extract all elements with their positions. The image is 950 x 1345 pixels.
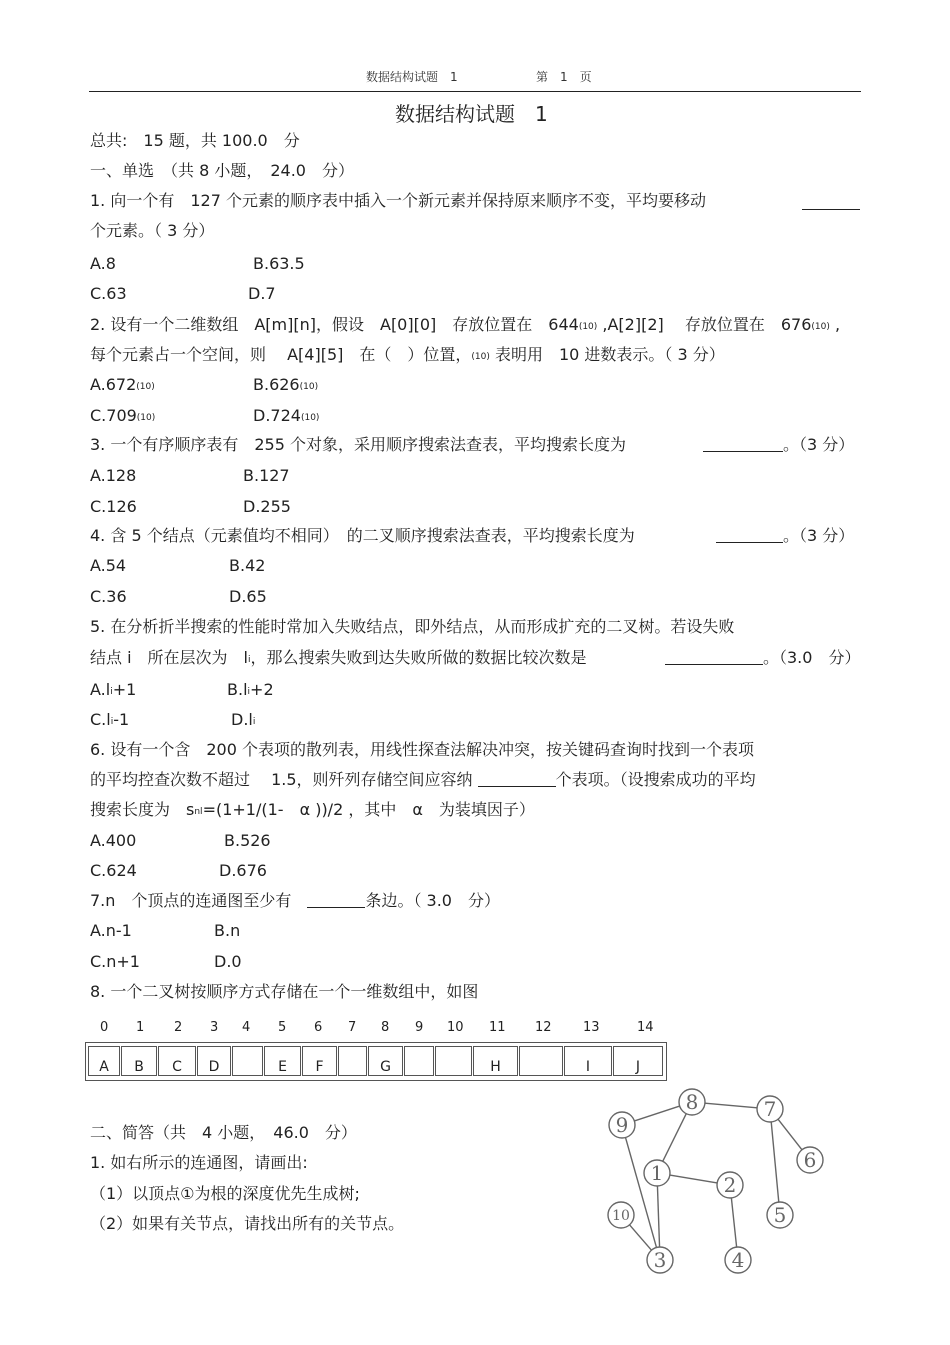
q2-option-b: B.626(10) bbox=[253, 375, 319, 394]
array-cell: H bbox=[473, 1046, 518, 1076]
array-index: 4 bbox=[242, 1020, 251, 1035]
q2-option-a: A.672(10) bbox=[90, 375, 155, 394]
running-header-title: 数据结构试题 1 bbox=[366, 70, 458, 84]
q7-option-c: C.n+1 bbox=[90, 952, 140, 971]
graph-edge bbox=[670, 1175, 717, 1183]
array-index: 1 bbox=[136, 1020, 145, 1035]
array-cell: J bbox=[613, 1046, 663, 1076]
s1-part-2: （2）如果有关节点，请找出所有的关节点。 bbox=[90, 1214, 405, 1233]
q6-blank bbox=[478, 772, 556, 787]
q7-option-b: B.n bbox=[214, 921, 241, 940]
q5-option-b: B.li+2 bbox=[227, 680, 274, 699]
q3-option-a: A.128 bbox=[90, 466, 137, 485]
graph-node-label: 9 bbox=[615, 1113, 629, 1137]
array-index: 10 bbox=[447, 1020, 464, 1035]
graph-edge bbox=[634, 1106, 679, 1121]
array-index: 14 bbox=[637, 1020, 654, 1035]
q3-stem: 3. 一个有序顺序表有 255 个对象，采用顺序搜索法查表，平均搜索长度为 bbox=[90, 435, 626, 454]
graph-edge bbox=[778, 1119, 802, 1150]
array-index: 8 bbox=[381, 1020, 390, 1035]
q1-stem: 1. 向一个有 127 个元素的顺序表中插入一个新元素并保持原来顺序不变，平均要移动 bbox=[90, 191, 706, 210]
array-index: 11 bbox=[489, 1020, 506, 1035]
array-cell: G bbox=[368, 1046, 403, 1076]
array-cell: A bbox=[88, 1046, 120, 1076]
q4-option-d: D.65 bbox=[229, 587, 267, 606]
q6-option-d: D.676 bbox=[219, 861, 267, 880]
header-rule bbox=[89, 91, 861, 92]
q5-blank bbox=[665, 650, 763, 665]
graph-node-label: 8 bbox=[685, 1090, 699, 1114]
q7-option-d: D.0 bbox=[214, 952, 242, 971]
graph-edge bbox=[731, 1198, 736, 1247]
array-index: 0 bbox=[100, 1020, 109, 1035]
array-cell: I bbox=[564, 1046, 612, 1076]
page-title: 数据结构试题 1 bbox=[395, 102, 548, 126]
array-index: 3 bbox=[210, 1020, 219, 1035]
graph-edge bbox=[663, 1114, 687, 1162]
array-index: 2 bbox=[174, 1020, 183, 1035]
array-cell bbox=[435, 1046, 472, 1076]
summary: 总共: 15 题，共 100.0 分 bbox=[90, 131, 300, 150]
q3-blank-tail: 。（3 分） bbox=[703, 435, 854, 455]
graph-node-label: 10 bbox=[612, 1208, 630, 1224]
q3-option-d: D.255 bbox=[243, 497, 291, 516]
array-index: 12 bbox=[535, 1020, 552, 1035]
q2-option-d: D.724(10) bbox=[253, 406, 320, 425]
q6-option-a: A.400 bbox=[90, 831, 137, 850]
q5-option-d: D.li bbox=[231, 710, 256, 729]
array-cell: B bbox=[121, 1046, 157, 1076]
graph-edge bbox=[771, 1122, 779, 1202]
q4-option-b: B.42 bbox=[229, 556, 266, 575]
q1-option-c: C.63 bbox=[90, 284, 127, 303]
array-index: 5 bbox=[278, 1020, 287, 1035]
q3-option-c: C.126 bbox=[90, 497, 137, 516]
q1-option-d: D.7 bbox=[248, 284, 276, 303]
s1-stem: 1. 如右所示的连通图，请画出: bbox=[90, 1153, 308, 1172]
q5-option-c: C.li-1 bbox=[90, 710, 130, 729]
q6-stem: 6. 设有一个含 200 个表项的散列表，用线性探查法解决冲突，按关键码查询时找到一个表项 bbox=[90, 740, 754, 759]
array-cell bbox=[404, 1046, 434, 1076]
graph-node-label: 3 bbox=[653, 1248, 667, 1272]
graph-node-label: 2 bbox=[723, 1173, 737, 1197]
array-cell bbox=[338, 1046, 367, 1076]
graph-edge bbox=[626, 1138, 657, 1248]
section-single-choice: 一、单选 （共 8 小题， 24.0 分） bbox=[90, 161, 354, 180]
array-index: 7 bbox=[348, 1020, 357, 1035]
array-cell: C bbox=[158, 1046, 196, 1076]
q7-blank bbox=[307, 893, 365, 908]
array-index: 13 bbox=[583, 1020, 600, 1035]
array-cell: F bbox=[302, 1046, 337, 1076]
q2-stem-2: 每个元素占一个空间，则 A[4][5] 在（ ）位置，(10) 表明用 10 进数表示。（ 3 分） bbox=[90, 345, 725, 364]
array-index: 6 bbox=[314, 1020, 323, 1035]
q3-option-b: B.127 bbox=[243, 466, 290, 485]
q4-stem: 4. 含 5 个结点（元素值均不相同） 的二叉顺序搜索法查表，平均搜索长度为 bbox=[90, 526, 635, 545]
s1-part-1: （1）以顶点①为根的深度优先生成树; bbox=[90, 1184, 360, 1203]
graph-node-label: 7 bbox=[763, 1097, 777, 1121]
q8-stem: 8. 一个二叉树按顺序方式存储在一个一维数组中，如图 bbox=[90, 982, 479, 1001]
q4-blank bbox=[716, 528, 783, 543]
graph-edge bbox=[630, 1225, 652, 1250]
q5-option-a: A.li+1 bbox=[90, 680, 137, 699]
q5-stem-2: 结点 i 所在层次为 li，那么搜索失败到达失败所做的数据比较次数是 bbox=[90, 648, 587, 667]
q5-blank-tail: 。（3.0 分） bbox=[665, 648, 860, 668]
array-index: 9 bbox=[415, 1020, 424, 1035]
array-cell: D bbox=[197, 1046, 231, 1076]
q1-stem-2: 个元素。（ 3 分） bbox=[90, 221, 215, 240]
q6-option-c: C.624 bbox=[90, 861, 137, 880]
running-header-page: 第 1 页 bbox=[536, 70, 592, 84]
q4-option-c: C.36 bbox=[90, 587, 127, 606]
q6-option-b: B.526 bbox=[224, 831, 271, 850]
graph-node-label: 1 bbox=[650, 1161, 664, 1185]
q6-stem-3: 搜索长度为 snl=(1+1/(1- α ))/2 ，其中 α 为装填因子） bbox=[90, 800, 535, 819]
graph-edge bbox=[657, 1186, 659, 1247]
q3-blank bbox=[703, 437, 783, 452]
graph-edge bbox=[705, 1103, 757, 1108]
q1-blank bbox=[802, 195, 860, 210]
q4-blank-tail: 。（3 分） bbox=[716, 526, 854, 546]
q1-option-a: A.8 bbox=[90, 254, 116, 273]
graph-node-label: 4 bbox=[731, 1248, 745, 1272]
q7-option-a: A.n-1 bbox=[90, 921, 132, 940]
q1-option-b: B.63.5 bbox=[253, 254, 305, 273]
q7-stem: 7.n 个顶点的连通图至少有 条边。（ 3.0 分） bbox=[90, 891, 500, 910]
q2-stem: 2. 设有一个二维数组 A[m][n]，假设 A[0][0] 存放位置在 644(10) ,A[2][2] 存放位置在 676(10) , bbox=[90, 315, 841, 334]
graph-node-label: 5 bbox=[773, 1203, 787, 1227]
section-short-answer: 二、简答（共 4 小题， 46.0 分） bbox=[90, 1123, 357, 1142]
array-cell: E bbox=[264, 1046, 301, 1076]
array-cell bbox=[519, 1046, 563, 1076]
connected-graph-figure bbox=[595, 1085, 835, 1280]
array-cell bbox=[232, 1046, 263, 1076]
q2-option-c: C.709(10) bbox=[90, 406, 156, 425]
q4-option-a: A.54 bbox=[90, 556, 127, 575]
q5-stem: 5. 在分析折半搜索的性能时常加入失败结点，即外结点，从而形成扩充的二叉树。若设失败 bbox=[90, 617, 735, 636]
graph-node-label: 6 bbox=[803, 1148, 817, 1172]
q6-stem-2: 的平均控查次数不超过 1.5，则歼列存储空间应容纳 个表项。（设搜索成功的平均 bbox=[90, 770, 756, 789]
